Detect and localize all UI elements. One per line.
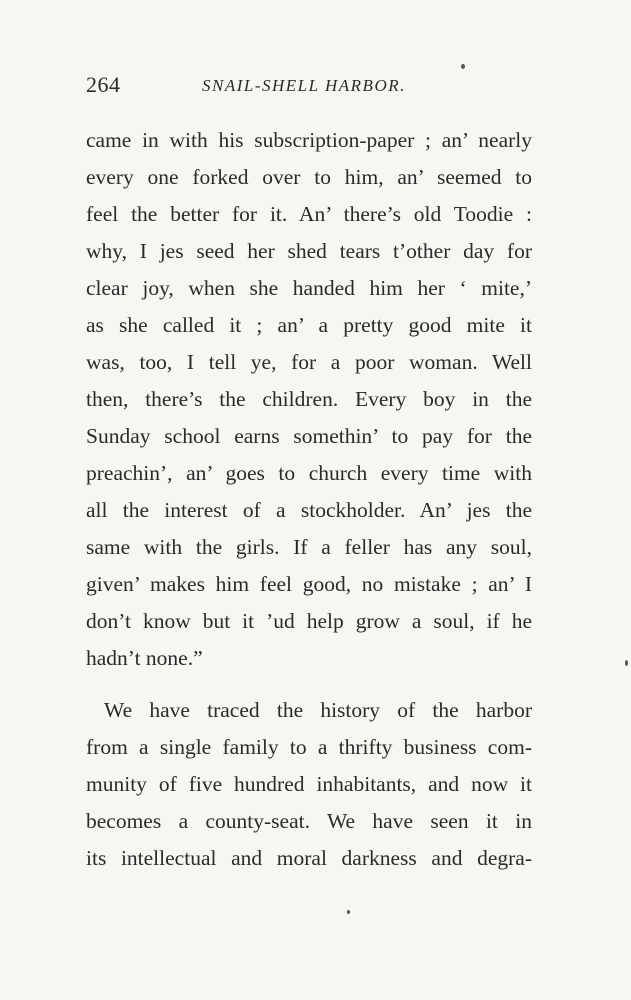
text-line: its intellectual and moral darkness and degra- bbox=[86, 846, 532, 870]
text-line: every one forked over to him, an’ seemed to bbox=[86, 165, 532, 189]
paragraph-1 bbox=[86, 122, 532, 677]
text-line: all the interest of a stockholder. An’ jes the bbox=[86, 498, 532, 522]
text-line: Sunday school earns somethin’ to pay for the bbox=[86, 424, 532, 448]
text-line: why, I jes seed her shed tears t’other day for bbox=[86, 239, 532, 263]
text-line: feel the better for it. An’ there’s old Toodie : bbox=[86, 202, 532, 226]
text-line: same with the girls. If a feller has any soul, bbox=[86, 535, 532, 559]
text-line: preachin’, an’ goes to church every time with bbox=[86, 461, 532, 485]
text-line: becomes a county-seat. We have seen it in bbox=[86, 809, 532, 833]
text-line: came in with his subscription-paper ; an’ nearly bbox=[86, 128, 532, 152]
paragraph-2 bbox=[86, 692, 532, 877]
text-line: We have traced the history of the harbor bbox=[104, 698, 532, 722]
text-line: was, too, I tell ye, for a poor woman. Well bbox=[86, 350, 532, 374]
page-number: 264 bbox=[86, 72, 121, 97]
running-title: SNAIL-SHELL HARBOR. bbox=[202, 76, 406, 95]
text-line: munity of five hundred inhabitants, and now it bbox=[86, 772, 532, 796]
ink-speck bbox=[347, 910, 350, 914]
text-line: then, there’s the children. Every boy in the bbox=[86, 387, 532, 411]
text-line: from a single family to a thrifty business com- bbox=[86, 735, 532, 759]
text-line: clear joy, when she handed him her ‘ mite,’ bbox=[86, 276, 532, 300]
text-line: hadn’t none.” bbox=[86, 646, 203, 670]
text-line: as she called it ; an’ a pretty good mite it bbox=[86, 313, 532, 337]
text-line: given’ makes him feel good, no mistake ; an’ I bbox=[86, 572, 532, 596]
ink-speck bbox=[461, 64, 465, 69]
ink-speck bbox=[625, 660, 628, 666]
text-line: don’t know but it ’ud help grow a soul, if he bbox=[86, 609, 532, 633]
page-header bbox=[86, 72, 546, 100]
